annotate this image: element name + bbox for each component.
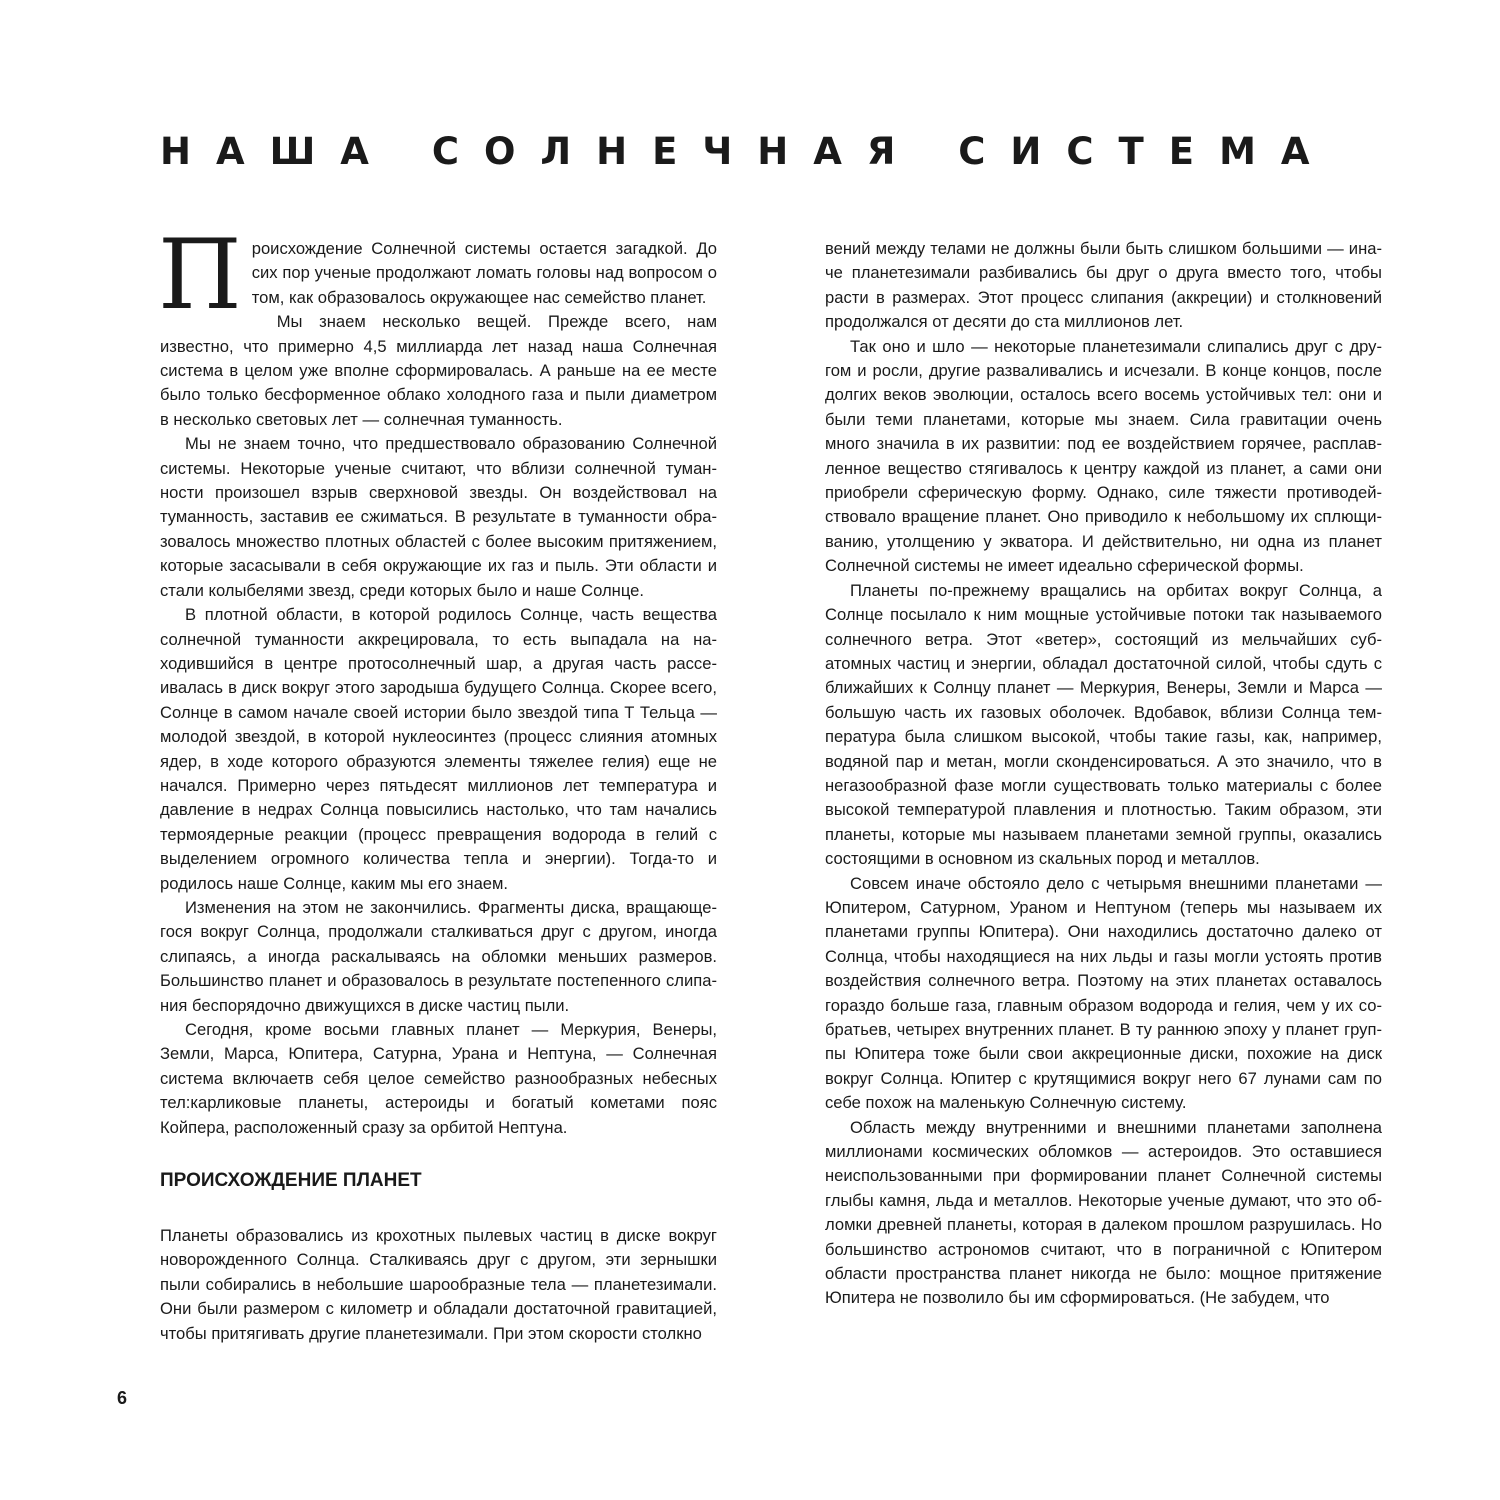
body-paragraph: В плотной области, в которой родилось Солнце, часть вещества солнечной туманности аккрецировала, то есть выпадала на находившийся в центре протосолнечный шар, а другая часть рассеивалась в диск вокруг этого зародыша будущего Солнца. Скорее всего, Солнце в самом начале своей истории было звездой типа Т Тельца — молодой звездой, в которой нуклеосинтез (процесс слияния атомных ядер, в ходе которого образуются элементы тяжелее гелия) еще не начался. Примерно через пятьдесят миллионов лет температура и давление в недрах Солнца повысились настолько, что там начались термоядерные реакции (процесс превращения водорода в гелий с выделением огромного количества тепла и энергии). Тогда-то и родилось наше Солнце, каким мы его знаем. (160, 605, 717, 893)
intro-paragraph (158, 219, 717, 331)
body-paragraph: Планеты по-прежнему вращались на орбитах вокруг Солнца, а Солнце посылало к ним мощные устойчивые потоки так называемого солнечного ветра. Этот «ветер», состоящий из мельчайших субатомных частиц и энергии, обладал достаточной силой, чтобы сдуть с ближайших к Солнцу планет — Меркурия, Венеры, Земли и Марса — большую часть их газовых оболочек. Вдобавок, вблизи Солнца температура была слишком высокой, чтобы такие газы, как, например, водяной пар и метан, могли сконденсироваться. А это значило, что в негазообразной фазе могли существовать только материалы с более высокой температурой плавления и плотностью. Таким образом, эти планеты, которые мы называем планетами земной группы, оказались состоящими в основном из скальных пород и металлов. (825, 580, 1382, 869)
intro-text: роисхождение Солнечной системы остается загадкой. До сих пор ученые продолжают ломать головы над вопросом о том, как образовалось окружающее нас семейство планет. (251, 239, 717, 307)
body-paragraph: Сегодня, кроме восьми главных планет — Меркурия, Венеры, Земли, Марса, Юпитера, Сатурна, Урана и Нептуна, — Солнечная система включаетв себя целое семейство разнообразных небесных тел:карликовые планеты, астероиды и богатый кометами пояс Койпера, расположенный сразу за орбитой Нептуна. (160, 1020, 717, 1137)
body-paragraph: Мы знаем несколько вещей. Прежде всего, нам известно, что примерно 4,5 миллиарда лет назад наша Солнечная система в целом уже вполне сформировалась. А раньше на ее месте было только бесформенное облако холодного газа и пыли диаметром в несколько световых лет — солнечная туманность. (160, 312, 717, 429)
page-title: НАША СОЛНЕЧНАЯ СИСТЕМА (160, 130, 1335, 173)
body-paragraph: Мы не знаем точно, что предшествовало образованию Солнечной системы. Некоторые ученые считают, что вблизи солнечной туманности произошел взрыв сверхновой звезды. Он воздействовал на туманность, заставив ее сжиматься. В результате в туманности образовалось множество плотных областей с более высоким притяжением, которые засасывали в себя окружающие их газ и пыль. Эти области и стали колыбелями звезд, среди которых было и наше Солнце. (160, 434, 717, 600)
body-paragraph: Совсем иначе обстояло дело с четырьмя внешними планетами — Юпитером, Сатурном, Ураном и Нептуном (теперь мы называем их планетами группы Юпитера). Они находились достаточно далеко от Солнца, чтобы находящиеся на них льды и газы могли устоять против воздействия солнечного ветра. Поэтому на этих планетах оставалось гораздо больше газа, главным образом водорода и гелия, чем у их собратьев, четырех внутренних планет. В ту раннюю эпоху у планет группы Юпитера тоже были свои аккреционные диски, похожие на диск вокруг Солнца. Юпитер с крутящимися вокруг него 67 лунами сам по себе похож на маленькую Солнечную систему. (825, 873, 1382, 1113)
left-column (158, 219, 717, 1346)
continuation-paragraph: вений между телами не должны были быть слишком большими — иначе планетезимали разбивались бы друг о друга вместо того, чтобы расти в размерах. Этот процесс слипания (аккреции) и столкновений продолжался от десяти до ста миллионов лет. (825, 239, 1382, 332)
right-column (825, 237, 1382, 1311)
body-paragraph: Так оно и шло — некоторые планетезимали слипались друг с другом и росли, другие разваливались и исчезали. В конце концов, после долгих веков эволюции, осталось всего восемь устойчивых тел: они и были теми планетами, которые мы знаем. Сила гравитации очень много значила в их развитии: под ее воздействием горячее, расплавленное вещество стягивалось к центру каждой из планет, а сами они приобрели сферическую форму. Однако, силе тяжести противодействовало вращение планет. Оно приводило к небольшому их сплющиванию, утолщению у экватора. И действительно, ни одна из планет Солнечной системы не имеет идеально сферической формы. (825, 336, 1382, 576)
section-heading: ПРОИСХОЖДЕНИЕ ПЛАНЕТ (160, 1170, 422, 1192)
body-paragraph: Область между внутренними и внешними планетами заполнена миллионами космических обломков — астероидов. Это оставшиеся неиспользованными при формировании планет Солнечной системы глыбы камня, льда и металлов. Некоторые ученые думают, что это обломки древней планеты, которая в далеком прошлом разрушилась. Но большинство астрономов считают, что в пограничной с Юпитером области пространства планет никогда не было: мощное притяжение Юпитера не позволило бы им сформироваться. (Не забудем, что (825, 1117, 1382, 1308)
section-paragraph: Планеты образовались из крохотных пылевых частиц в диске вокруг новорожденного Солнца. Сталкиваясь друг с другом, эти зернышки пыли собирались в небольшие шарообразные тела — планетезимали. Они были размером с километр и обладали достаточной гравитацией, чтобы притягивать другие планетезимали. При этом скорости столкно (160, 1226, 717, 1343)
body-paragraph: Изменения на этом не закончились. Фрагменты диска, вращающегося вокруг Солнца, продолжали сталкиваться друг с другом, иногда слипаясь, а иногда раскалываясь на обломки меньших размеров. Большинство планет и образовалось в результате постепенного слипания беспорядочно движущихся в диске частиц пыли. (160, 897, 717, 1015)
page-number: 6 (117, 1388, 128, 1408)
drop-cap: П (158, 219, 242, 331)
